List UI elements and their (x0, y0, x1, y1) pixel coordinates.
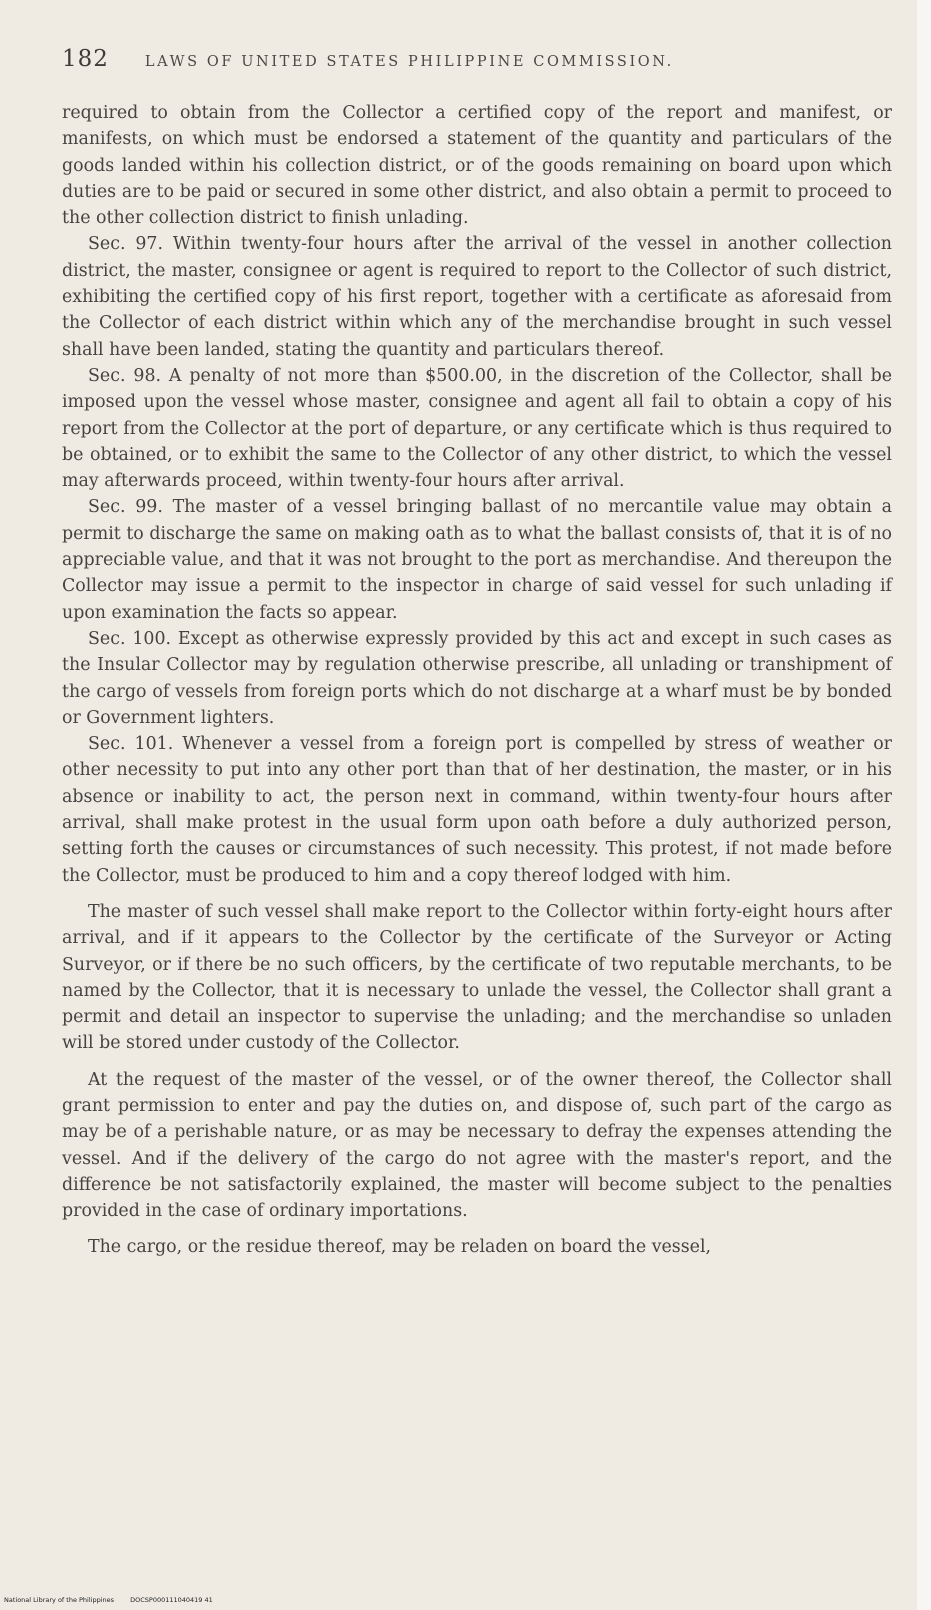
scan-edge (917, 0, 931, 1610)
library-credit: National Library of the Philippines (4, 1596, 115, 1604)
paragraph-cargo-reladen: The cargo, or the residue thereof, may be reladen on board the vessel, (88, 1237, 712, 1258)
paragraph-sec-98: Sec. 98. A penalty of not more than $500.00, in the discretion of the Collector, shall be imposed upon the vessel whose master, consignee and agent all fail to obtain a copy of his report from the Collector at the port of departure, or any certificate which is thus required to be obtained, or to exhibit the same to the Collector of any other district, to which the vessel may afterwards proceed, within twenty-four hours after arrival. (62, 365, 892, 492)
scan-footer (4, 1596, 213, 1604)
paragraph-sec-99: Sec. 99. The master of a vessel bringing ballast of no mercantile value may obtain a permit to discharge the same on making oath as to what the ballast consists of, that it is of no appreciable value, and that it was not brought to the port as merchandise. And thereupon the Collector may issue a permit to the inspector in charge of said vessel for such unlading if upon examination the facts so appear. (62, 497, 892, 623)
page-number: 182 (62, 46, 109, 72)
running-head: LAWS OF UNITED STATES PHILIPPINE COMMISSION. (144, 54, 674, 70)
paragraph-sec-97: Sec. 97. Within twenty-four hours after the arrival of the vessel in another collection district, the master, consignee or agent is required to report to the Collector of such district, exhibiting the certified copy of his first report, together with a certificate as aforesaid from the Collector of each district within which any of the merchandise brought in such vessel shall have been landed, stating the quantity and particulars thereof. (62, 234, 892, 360)
document-identifier: DOCSP000111040419 41 (130, 1596, 213, 1604)
body-text (62, 100, 892, 1261)
paragraph-master-report: The master of such vessel shall make report to the Collector within forty-eight hours after arrival, and if it appears to the Collector by the certificate of the Surveyor or Acting Surveyor, or if there be no such officers, by the certificate of two reputable merchants, to be named by the Collector, that it is necessary to unlade the vessel, the Collector shall grant a permit and detail an inspector to supervise the unlading; and the merchandise so unladen will be stored under custody of the Collector. (62, 901, 892, 1054)
paragraph-sec-100: Sec. 100. Except as otherwise expressly provided by this act and except in such cases as the Insular Collector may by regulation otherwise prescribe, all unlading or transhipment of the cargo of vessels from foreign ports which do not discharge at a wharf must be by bonded or Government lighters. (62, 628, 892, 728)
paragraph-perishable-cargo: At the request of the master of the vessel, or of the owner thereof, the Collector shall grant permission to enter and pay the duties on, and dispose of, such part of the cargo as may be of a perishable nature, or as may be necessary to defray the expenses attending the vessel. And if the delivery of the cargo do not agree with the master's report, and the difference be not satisfactorily explained, the master will become subject to the penalties provided in the case of ordinary importations. (62, 1069, 892, 1222)
paragraph-continuation: required to obtain from the Collector a certified copy of the report and manifest, or manifests, on which must be endorsed a statement of the quantity and particulars of the goods landed within his collection district, or of the goods remaining on board upon which duties are to be paid or secured in some other district, and also obtain a permit to proceed to the other collection district to finish unlading. (62, 103, 892, 229)
paragraph-sec-101: Sec. 101. Whenever a vessel from a foreign port is compelled by stress of weather or other necessity to put into any other port than that of her destination, the master, or in his absence or inability to act, the person next in command, within twenty-four hours after arrival, shall make protest in the usual form upon oath before a duly authorized person, setting forth the causes or circumstances of such necessity. This protest, if not made before the Collector, must be produced to him and a copy thereof lodged with him. (62, 734, 892, 886)
page-header (62, 46, 891, 76)
